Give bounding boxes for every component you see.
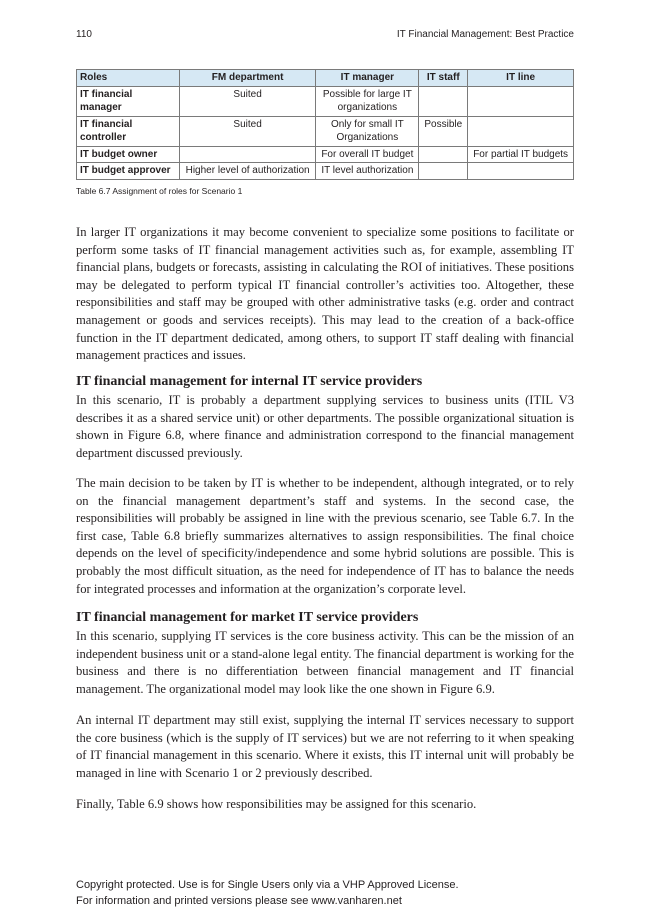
col-header: Roles (77, 70, 180, 87)
col-header: IT manager (316, 70, 419, 87)
table-row (77, 86, 574, 116)
table-row (77, 163, 574, 180)
table-cell: For partial IT budgets (468, 146, 574, 163)
table-cell (468, 163, 574, 180)
table-cell (468, 86, 574, 116)
table-cell (419, 163, 468, 180)
table-cell (419, 86, 468, 116)
paragraph: Finally, Table 6.9 shows how responsibilities may be assigned for this scenario. (76, 797, 477, 811)
table-cell: Possible for large IT organizations (316, 86, 419, 116)
col-header: FM department (179, 70, 316, 87)
table-cell (419, 146, 468, 163)
role-cell: IT budget approver (77, 163, 180, 180)
role-cell: IT financial controller (77, 116, 180, 146)
page-number: 110 (76, 29, 92, 40)
role-cell: IT financial manager (77, 86, 180, 116)
col-header: IT staff (419, 70, 468, 87)
table-cell: Only for small IT Organizations (316, 116, 419, 146)
table-row (77, 116, 574, 146)
paragraph: The main decision to be taken by IT is whether to be independent, although integrated, or to rely on the financial management department’s staff and systems. In the second case, the responsibilities will probably be assigned in line with the previous scenario, see Table 6.7. In the first case, Table 6.8 briefly summarizes alternatives to assign responsibilities. The final choice depends on the level of specificity/independence and some hybrid solutions are possible. This is probably the most difficult situation, as the need for independence of IT has to balance the needs for integrated processes and information at the organization’s corporate level. (76, 476, 574, 596)
table-cell: Possible (419, 116, 468, 146)
paragraph: In this scenario, IT is probably a department supplying services to business units (ITIL V3 describes it as a shared service unit) or other departments. The possible organizational situation is shown in Figure 6.8, where finance and administration correspond to the financial management department discussed previously. (76, 393, 574, 460)
table-cell (468, 116, 574, 146)
table-cell: Suited (179, 86, 316, 116)
section-heading: IT financial management for internal IT service providers (76, 374, 423, 389)
footer-copyright: Copyright protected. Use is for Single Users only via a VHP Approved License. (76, 879, 459, 891)
section-heading: IT financial management for market IT service providers (76, 610, 419, 625)
paragraph: In larger IT organizations it may become convenient to specialize some positions to facilitate or perform some tasks of IT financial management activities such as, for example, assembling IT financial plans, budgets or forecasts, assisting in calculating the ROI of initiatives. These positions may be delegated to perform typical IT financial controller’s activities too. Altogether, these responsibilities and staff may be grouped with other administrative tasks (e.g. order and contract management or goods and services receipts). This may lead to the creation of a back-office function in the IT department dedicated, among others, to support IT staff dealing with financial management practices and issues. (76, 225, 574, 363)
table-cell (179, 146, 316, 163)
paragraph: An internal IT department may still exist, supplying the internal IT services necessary to support the core business (which is the supply of IT services) but we are not referring to it when speaking of IT financial management in this scenario. Where it exists, this IT internal unit will probably be managed in line with Scenario 1 or 2 previously described. (76, 713, 574, 780)
table-cell: For overall IT budget (316, 146, 419, 163)
table-header-row (77, 70, 574, 87)
table-cell: IT level authorization (316, 163, 419, 180)
paragraph: In this scenario, supplying IT services is the core business activity. This can be the mission of an independent business unit or a stand-alone legal entity. The financial department is working for the business and there is no differentiation between financial management and IT financial management. The organizational model may look like the one shown in Figure 6.9. (76, 629, 575, 696)
running-head: IT Financial Management: Best Practice (396, 29, 574, 40)
footer-info: For information and printed versions please see www.vanharen.net (76, 895, 402, 907)
roles-table (76, 69, 574, 180)
table-row (77, 146, 574, 163)
col-header: IT line (468, 70, 574, 87)
role-cell: IT budget owner (77, 146, 180, 163)
table-cell: Suited (179, 116, 316, 146)
table-caption: Table 6.7 Assignment of roles for Scenario 1 (76, 186, 243, 196)
table-cell: Higher level of authorization (179, 163, 316, 180)
